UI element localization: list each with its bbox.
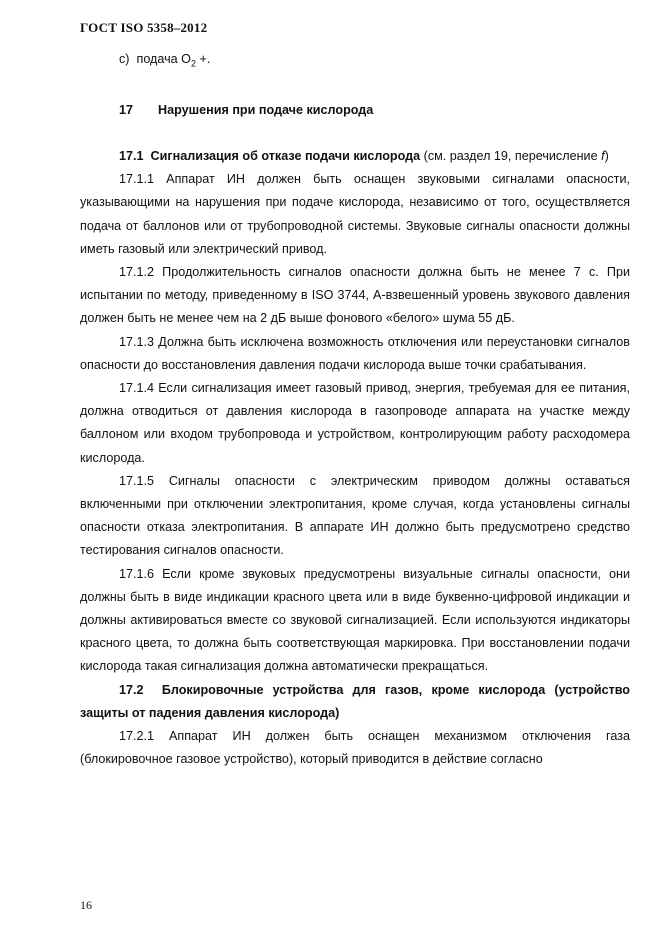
paragraph-17-1-6: 17.1.6 Если кроме звуковых предусмотрены визуальные сигналы опасности, они должны быть в виде индикации красного цвета или в виде буквенно-цифровой индикации и должны активироваться вместе со звуковой сигнализацией. Если используются индикаторы красного цвета, то должна быть соответствующая маркировка. При восстановлении подачи кислорода такая сигнализация должна автоматически прекращаться. [80,566,630,674]
list-item-letter: c) [119,52,130,66]
section-17-title: Нарушения при подаче кислорода [158,102,374,117]
list-item-c [80,48,630,76]
document-code-header: ГОСТ ISO 5358–2012 [80,20,208,35]
paragraph-17-1-4: 17.1.4 Если сигнализация имеет газовый привод, энергия, требуемая для ее питания, должна отводиться от давления кислорода в газопроводе аппарата на участке между баллоном или входом трубопровода и устройством, контролирующим работу расходомера кислорода. [80,380,630,465]
paragraph-17-1-2: 17.1.2 Продолжительность сигналов опасности должна быть не менее 7 с. При испытании по методу, приведенному в ISO 3744, А-взвешенный уровень звукового давления должен быть не менее чем на 2 дБ выше фонового «белого» шума 55 дБ. [80,264,630,326]
oxygen-subscript: 2 [190,58,196,69]
paragraph-17-2-1: 17.2.1 Аппарат ИН должен быть оснащен механизмом отключения газа (блокировочное газовое устройство), который приводится в действие согласно [80,729,630,767]
spacer [80,122,630,145]
list-item-text: подача O [136,52,191,66]
subsection-17-2-title: Блокировочные устройства для газов, кроме кислорода (устройство защиты от падения давления кислорода) [80,682,631,720]
document-body [80,48,630,771]
section-17-heading [80,99,630,122]
paragraph-17-1-3: 17.1.3 Должна быть исключена возможность отключения или переустановки сигналов опасности до восстановления давления подачи кислорода выше точки срабатывания. [80,334,630,372]
subsection-17-1-ref: (см. раздел 19, перечисление [420,148,602,163]
subsection-17-1-title: Сигнализация об отказе подачи кислорода [150,148,421,163]
page-number: 16 [80,898,92,912]
paragraph-17-1-5: 17.1.5 Сигналы опасности с электрическим приводом должны оставаться включенными при отключении электропитания, кроме случая, когда установлены сигналы опасности отказа электропитания. В аппарате ИН должно быть предусмотрено средство тестирования сигналов опасности. [80,473,630,558]
paragraph-17-1-1: 17.1.1 Аппарат ИН должен быть оснащен звуковыми сигналами опасности, указывающими на нарушения при подаче кислорода, независимо от того, осуществляется подача от баллонов или от трубопроводной системы. Звуковые сигналы опасности должны иметь газовый или электрический привод. [80,172,630,256]
subsection-17-1-number: 17.1 [119,148,144,163]
section-17-number: 17 [119,102,134,117]
subsection-17-2-number: 17.2 [119,682,144,697]
spacer [80,76,630,99]
subsection-17-1-ref-item: f [601,148,605,163]
subsection-17-2-heading [80,679,630,725]
subsection-17-1-ref-end: ) [604,148,609,163]
subsection-17-1-heading [80,145,630,168]
list-item-text-end: +. [196,52,211,66]
